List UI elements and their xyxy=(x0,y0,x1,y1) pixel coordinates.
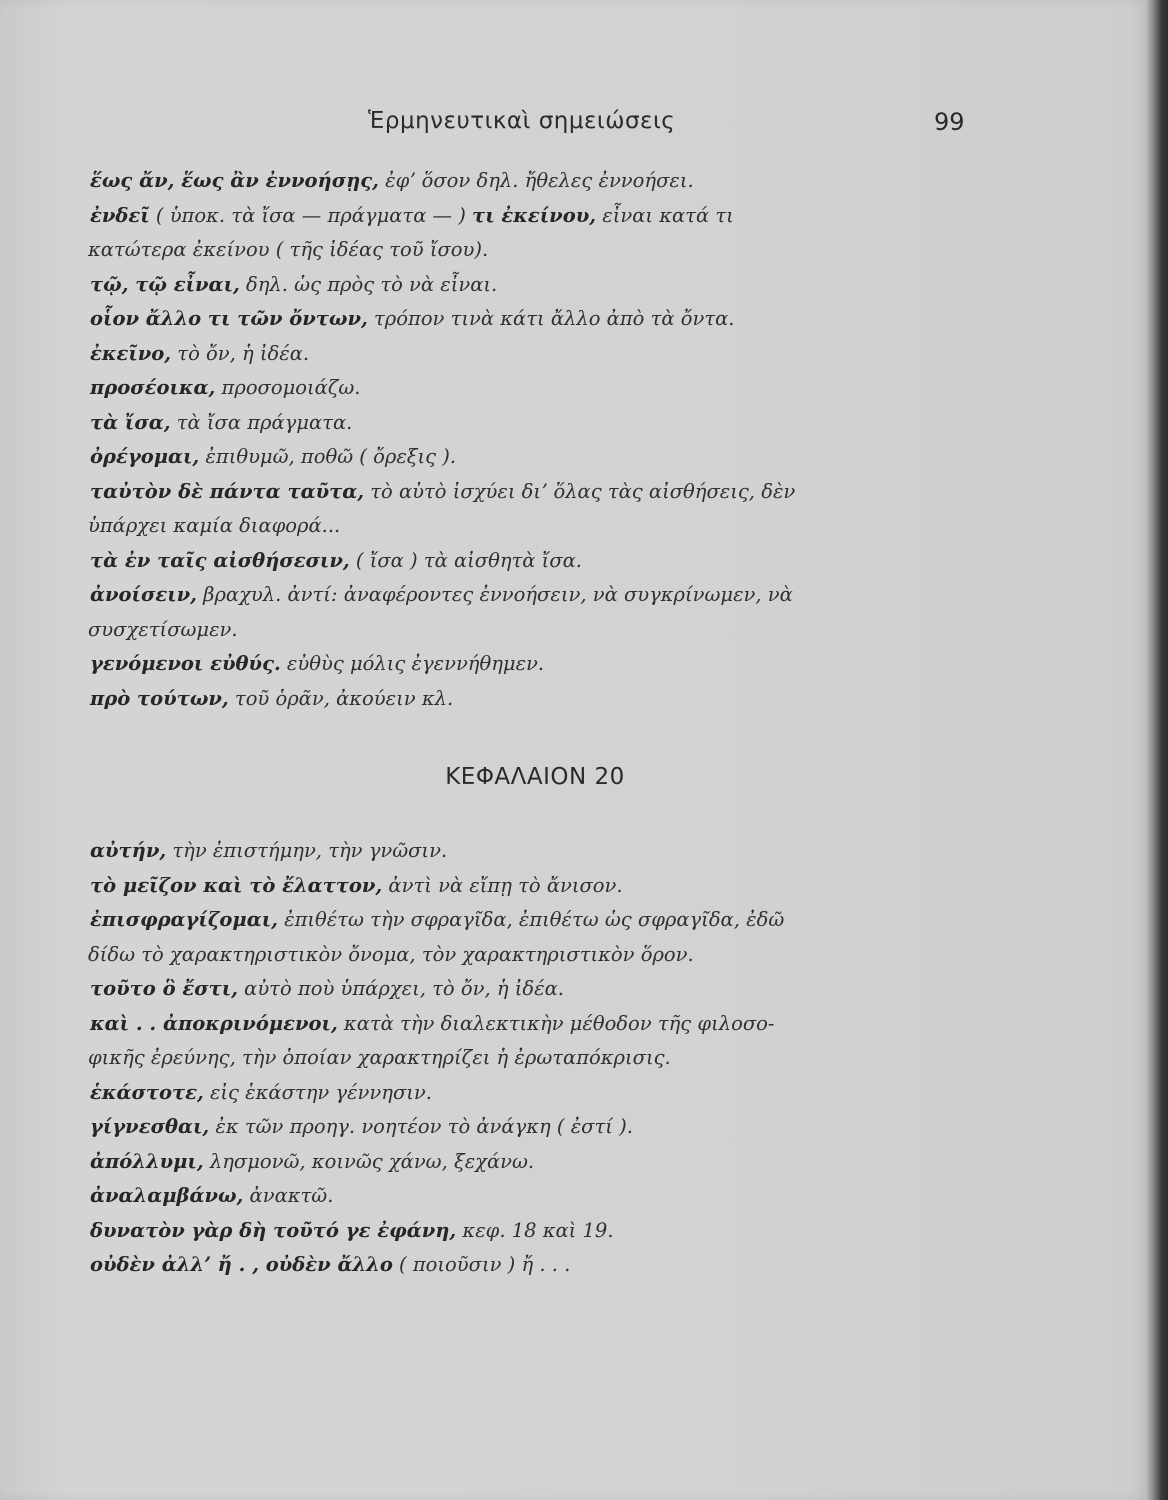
lemma: προσέοικα, xyxy=(90,376,216,399)
gloss: κεφ. 18 καὶ 19. xyxy=(456,1218,614,1242)
running-head xyxy=(0,108,1146,142)
note-line xyxy=(90,337,990,372)
lemma: τοῦτο ὃ ἔστι, xyxy=(90,977,238,1000)
note-line xyxy=(90,268,990,303)
lemma: τὰ ἐν ταῖς αἰσθήσεσιν, xyxy=(90,548,350,572)
gloss: τρόπον τινὰ κάτι ἄλλο ἀπὸ τὰ ὄντα. xyxy=(367,307,735,330)
notes-section-1 xyxy=(90,164,990,716)
lemma: ἀναλαμβάνω, xyxy=(90,1184,244,1207)
gloss: ( ὑποκ. τὰ ἴσα — πράγματα — ) xyxy=(149,203,473,227)
lemma: τὰ ἴσα, xyxy=(90,410,171,434)
lemma: ἀνοίσειν, xyxy=(90,583,197,606)
note-line xyxy=(90,869,990,904)
lemma: ἑκάστοτε, xyxy=(90,1080,204,1104)
lemma: ἐνδεῖ xyxy=(90,203,150,227)
note-line xyxy=(90,199,990,234)
gloss: συσχετίσωμεν. xyxy=(88,617,238,641)
gloss: δίδω τὸ χαρακτηριστικὸν ὄνομα, τὸν χαρακτηριστικὸν ὅρον. xyxy=(88,942,694,966)
note-line xyxy=(90,1007,990,1042)
lemma: ἐπισφραγίζομαι, xyxy=(90,908,278,931)
gloss: εἶναι κατά τι xyxy=(596,203,734,227)
note-line xyxy=(90,647,990,682)
note-line xyxy=(90,302,990,337)
gloss: προσομοιάζω. xyxy=(215,376,361,399)
note-line xyxy=(90,406,990,441)
gloss: δηλ. ὡς πρὸς τὸ νὰ εἶναι. xyxy=(239,272,498,296)
note-line-continuation xyxy=(88,509,990,544)
gloss: αὐτὸ ποὺ ὑπάρχει, τὸ ὄν, ἡ ἰδέα. xyxy=(237,977,564,1000)
note-line xyxy=(90,440,990,475)
page-number: 99 xyxy=(934,108,965,136)
lemma: τὸ μεῖζον καὶ τὸ ἔλαττον, xyxy=(90,873,383,897)
gloss: τὰ ἴσα πράγματα. xyxy=(170,410,353,434)
lemma: δυνατὸν γὰρ δὴ τοῦτό γε ἐφάνη, xyxy=(90,1218,457,1242)
lemma: ἐκεῖνο, xyxy=(90,341,172,365)
book-page-edge xyxy=(1146,0,1168,1500)
gloss: λησμονῶ, κοινῶς χάνω, ξεχάνω. xyxy=(203,1149,535,1173)
lemma: τῷ, τῷ εἶναι, xyxy=(90,272,240,296)
gloss: κατώτερα ἐκείνου ( τῆς ἰδέας τοῦ ἴσου). xyxy=(88,238,489,261)
gloss: τὸ αὐτὸ ἰσχύει διʼ ὅλας τὰς αἰσθήσεις, δὲν xyxy=(364,479,796,503)
lemma: ταὐτὸν δὲ πάντα ταῦτα, xyxy=(90,479,365,503)
note-line xyxy=(90,164,990,199)
gloss: ἐπιθυμῶ, ποθῶ ( ὄρεξις ). xyxy=(199,445,457,468)
note-line xyxy=(90,1248,990,1283)
note-line xyxy=(90,903,990,938)
gloss: εἰς ἑκάστην γέννησιν. xyxy=(203,1080,432,1104)
note-line-continuation xyxy=(88,938,990,973)
chapter-heading: ΚΕΦΑΛΑΙΟΝ 20 xyxy=(445,764,625,790)
lemma: γενόμενοι εὐθύς. xyxy=(90,652,281,675)
note-line-continuation xyxy=(88,233,990,268)
note-line xyxy=(90,475,990,510)
gloss: ἐκ τῶν προηγ. νοητέον τὸ ἀνάγκη ( ἐστί ). xyxy=(209,1115,633,1138)
gloss: εὐθὺς μόλις ἐγεννήθημεν. xyxy=(280,652,545,675)
gloss: ( ποιοῦσιν ) ἤ . . . xyxy=(392,1253,571,1276)
lemma: γίγνεσθαι, xyxy=(90,1115,210,1138)
gloss: ἀντὶ νὰ εἴπῃ τὸ ἄνισον. xyxy=(382,873,623,897)
note-line xyxy=(90,578,990,613)
lemma: πρὸ τούτων, xyxy=(90,686,229,710)
lemma: ἕως ἄν, ἕως ἂν ἐννοήσῃς, xyxy=(90,169,379,192)
lemma: ὀρέγομαι, xyxy=(90,445,200,468)
gloss: βραχυλ. ἀντί: ἀναφέροντες ἐννοήσειν, νὰ συγκρίνωμεν, νὰ xyxy=(196,583,793,606)
gloss: ἐφʼ ὅσον δηλ. ἤθελες ἐννοήσει. xyxy=(378,169,694,192)
note-line xyxy=(90,972,990,1007)
lemma: τι ἐκείνου, xyxy=(472,203,597,227)
gloss: τοῦ ὁρᾶν, ἀκούειν κλ. xyxy=(228,686,454,710)
gloss: τὸ ὄν, ἡ ἰδέα. xyxy=(171,341,310,365)
note-line xyxy=(90,544,990,579)
gloss: ( ἴσα ) τὰ αἰσθητὰ ἴσα. xyxy=(349,548,583,572)
gloss: φικῆς ἐρεύνης, τὴν ὁποίαν χαρακτηρίζει ἡ ἐρωταπόκρισις. xyxy=(88,1046,671,1069)
note-line xyxy=(90,834,990,869)
lemma: οἷον ἄλλο τι τῶν ὄντων, xyxy=(90,307,368,330)
note-line xyxy=(90,1214,990,1249)
note-line xyxy=(90,1145,990,1180)
gloss: ἐπιθέτω τὴν σφραγῖδα, ἐπιθέτω ὡς σφραγῖδα, ἐδῶ xyxy=(277,908,785,931)
note-line-continuation xyxy=(88,613,990,648)
gloss: ὑπάρχει καμία διαφορά... xyxy=(88,514,341,537)
lemma: αὐτήν, xyxy=(90,839,167,862)
note-line xyxy=(90,1179,990,1214)
note-line xyxy=(90,682,990,717)
gloss: τὴν ἐπιστήμην, τὴν γνῶσιν. xyxy=(166,839,448,862)
running-head-title: Ἑρμηνευτικαὶ σημειώσεις xyxy=(368,108,676,134)
note-line-continuation xyxy=(88,1041,990,1076)
gloss: ἀνακτῶ. xyxy=(243,1184,334,1207)
gloss: κατὰ τὴν διαλεκτικὴν μέθοδον τῆς φιλοσο- xyxy=(337,1011,775,1035)
note-line xyxy=(90,1110,990,1145)
lemma: καὶ . . ἀποκρινόμενοι, xyxy=(90,1011,338,1035)
lemma: οὐδὲν ἀλλʼ ἤ . , οὐδὲν ἄλλο xyxy=(90,1253,393,1276)
lemma: ἀπόλλυμι, xyxy=(90,1149,204,1173)
notes-section-2 xyxy=(90,834,990,1283)
note-line xyxy=(90,1076,990,1111)
note-line xyxy=(90,371,990,406)
